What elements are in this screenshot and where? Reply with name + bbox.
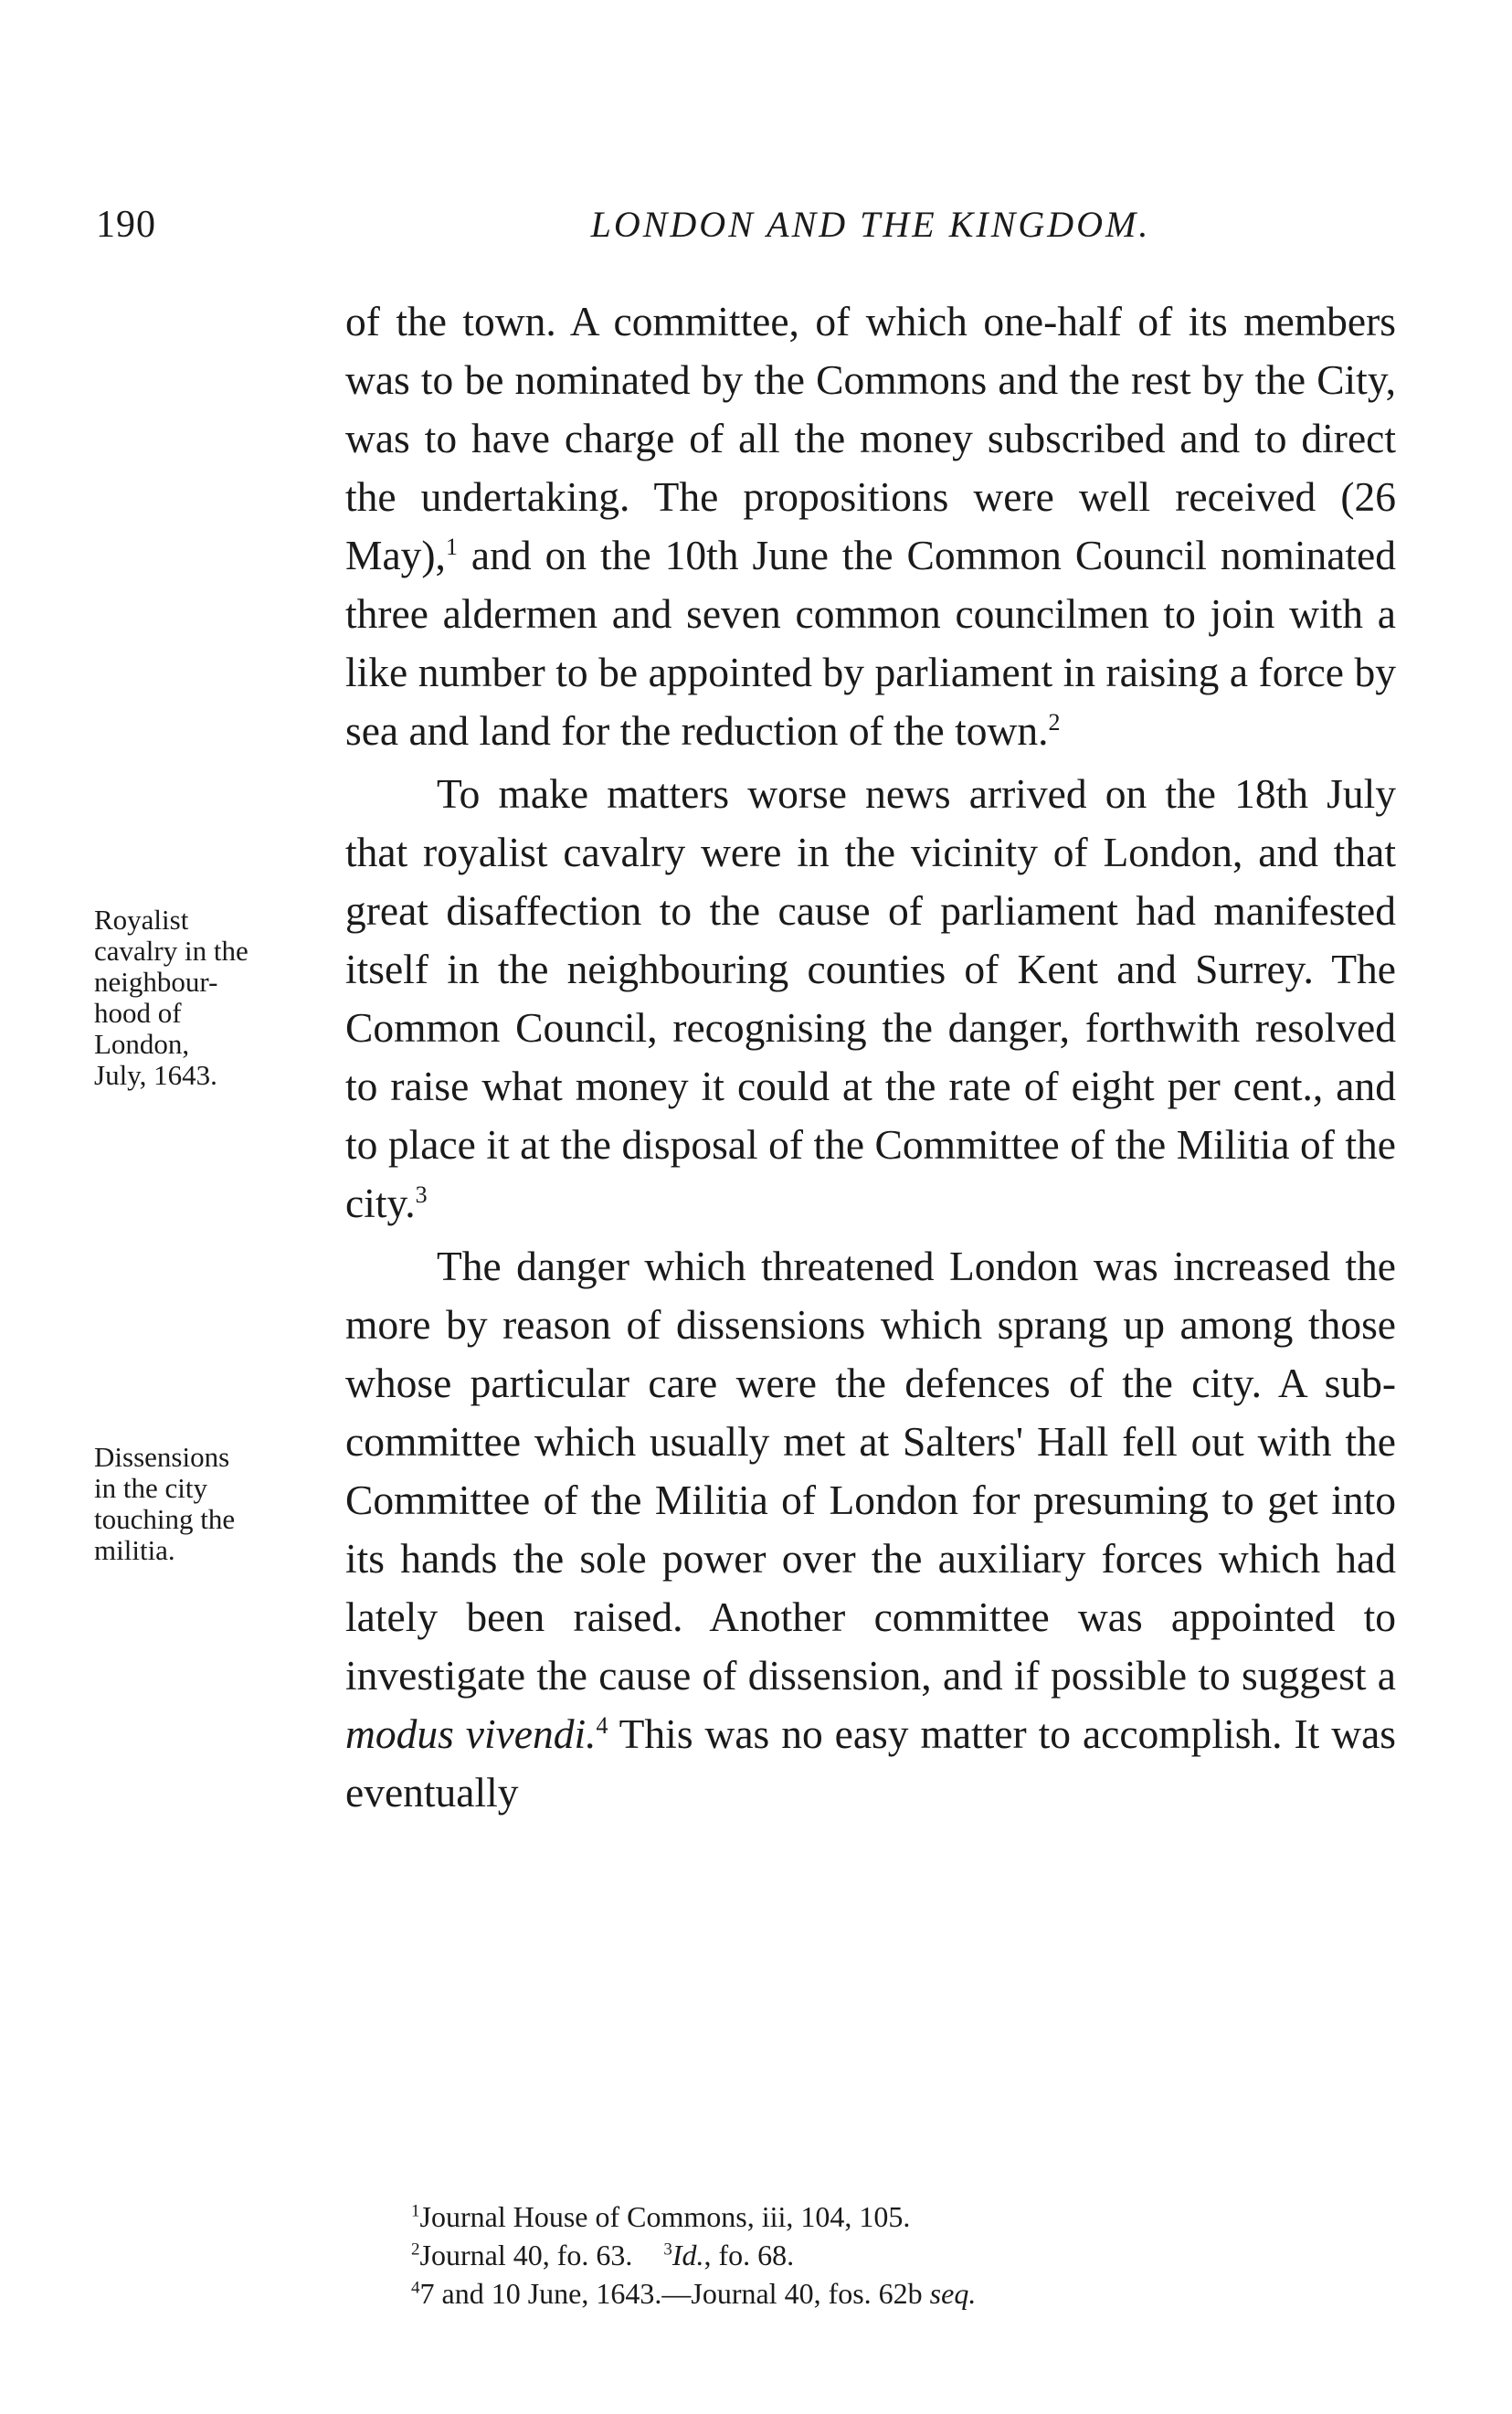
- margin-note-dissensions: [94, 1442, 332, 1566]
- running-head: LONDON AND THE KINGDOM.: [590, 204, 1151, 245]
- footnote-mark: 1: [411, 2201, 420, 2221]
- footnote-text: Journal House of Commons, iii, 104, 105.: [419, 2200, 911, 2233]
- paragraph-2-text: To make matters worse news arrived on the 18th July that royalist cavalry were in the vicinity of London, and that great disaffection to the cause of parliament had manifested itself in the neighbouring counties of Kent and Surrey. The Common Council, recognising the danger, forthwith resolved to raise what money it could at the rate of eight per cent., and to place it at the disposal of the Committee of the Militia of the city.: [345, 770, 1396, 1226]
- paragraph-3-italic: modus vivendi.: [345, 1710, 597, 1757]
- footnote-ref-1: 1: [445, 533, 458, 560]
- paragraph-3: [345, 1237, 1396, 1822]
- margin-note-line: cavalry in the: [94, 935, 248, 967]
- margin-note-royalist-cavalry: [94, 905, 332, 1091]
- margin-note-line: neighbour-: [94, 966, 218, 998]
- margin-note-line: Dissensions: [94, 1441, 230, 1473]
- margin-note-line: in the city: [94, 1472, 207, 1504]
- paragraph-3-text-b: This was no easy matter to accomplish. It was eventually: [345, 1710, 1396, 1816]
- footnote-ref-3: 3: [415, 1181, 428, 1208]
- page-number: 190: [96, 204, 156, 246]
- footnote-mark: 2: [411, 2239, 420, 2260]
- footnote-ref-2: 2: [1048, 708, 1061, 736]
- margin-note-line: London,: [94, 1028, 190, 1060]
- footnote-text: Journal 40, fo. 63.: [419, 2239, 633, 2271]
- paragraph-1-text-b: and on the 10th June the Common Council nominated three aldermen and seven common councilmen to join with a like number to be appointed by parliament in raising a force by sea and land for the reduction of the town.: [345, 532, 1396, 754]
- footnotes: [411, 2197, 1370, 2313]
- footnote-text: , fo. 68.: [703, 2239, 795, 2271]
- footnote-text: 7 and 10 June, 1643.—Journal 40, fos. 62b: [419, 2277, 930, 2310]
- paragraph-1-text-a: of the town. A committee, of which one-half of its members was to be nominated by the Commons and the rest by the City, was to have charge of all the money subscribed and to direct the undertaking. The propositions were well received (26 May),: [345, 298, 1396, 578]
- footnote-ref-4: 4: [596, 1711, 608, 1739]
- footnote-1: [411, 2197, 1370, 2236]
- paragraph-1: [345, 292, 1396, 760]
- footnote-mark: 4: [411, 2278, 420, 2298]
- footnote-italic: seq.: [929, 2277, 977, 2310]
- margin-note-line: militia.: [94, 1534, 175, 1566]
- margin-note-line: hood of: [94, 997, 182, 1029]
- footnote-italic: Id.: [671, 2239, 704, 2271]
- margin-note-line: Royalist: [94, 904, 189, 936]
- footnote-4: [411, 2274, 1370, 2313]
- footnote-2-3: [411, 2236, 1370, 2274]
- paragraph-2: [345, 765, 1396, 1233]
- footnote-mark: 3: [663, 2239, 672, 2260]
- margin-note-line: touching the: [94, 1503, 236, 1535]
- margin-note-line: July, 1643.: [94, 1059, 217, 1091]
- body-text: [345, 292, 1396, 1822]
- paragraph-3-text-a: The danger which threatened London was increased the more by reason of dissensions which sprang up among those whose particular care were the defences of the city. A sub-committee which usually met at Salters' Hall fell out with the Committee of the Militia of London for presuming to get into its hands the sole power over the auxiliary forces which had lately been raised. Another committee was appointed to investigate the cause of dissension, and if possible to suggest a: [345, 1243, 1396, 1699]
